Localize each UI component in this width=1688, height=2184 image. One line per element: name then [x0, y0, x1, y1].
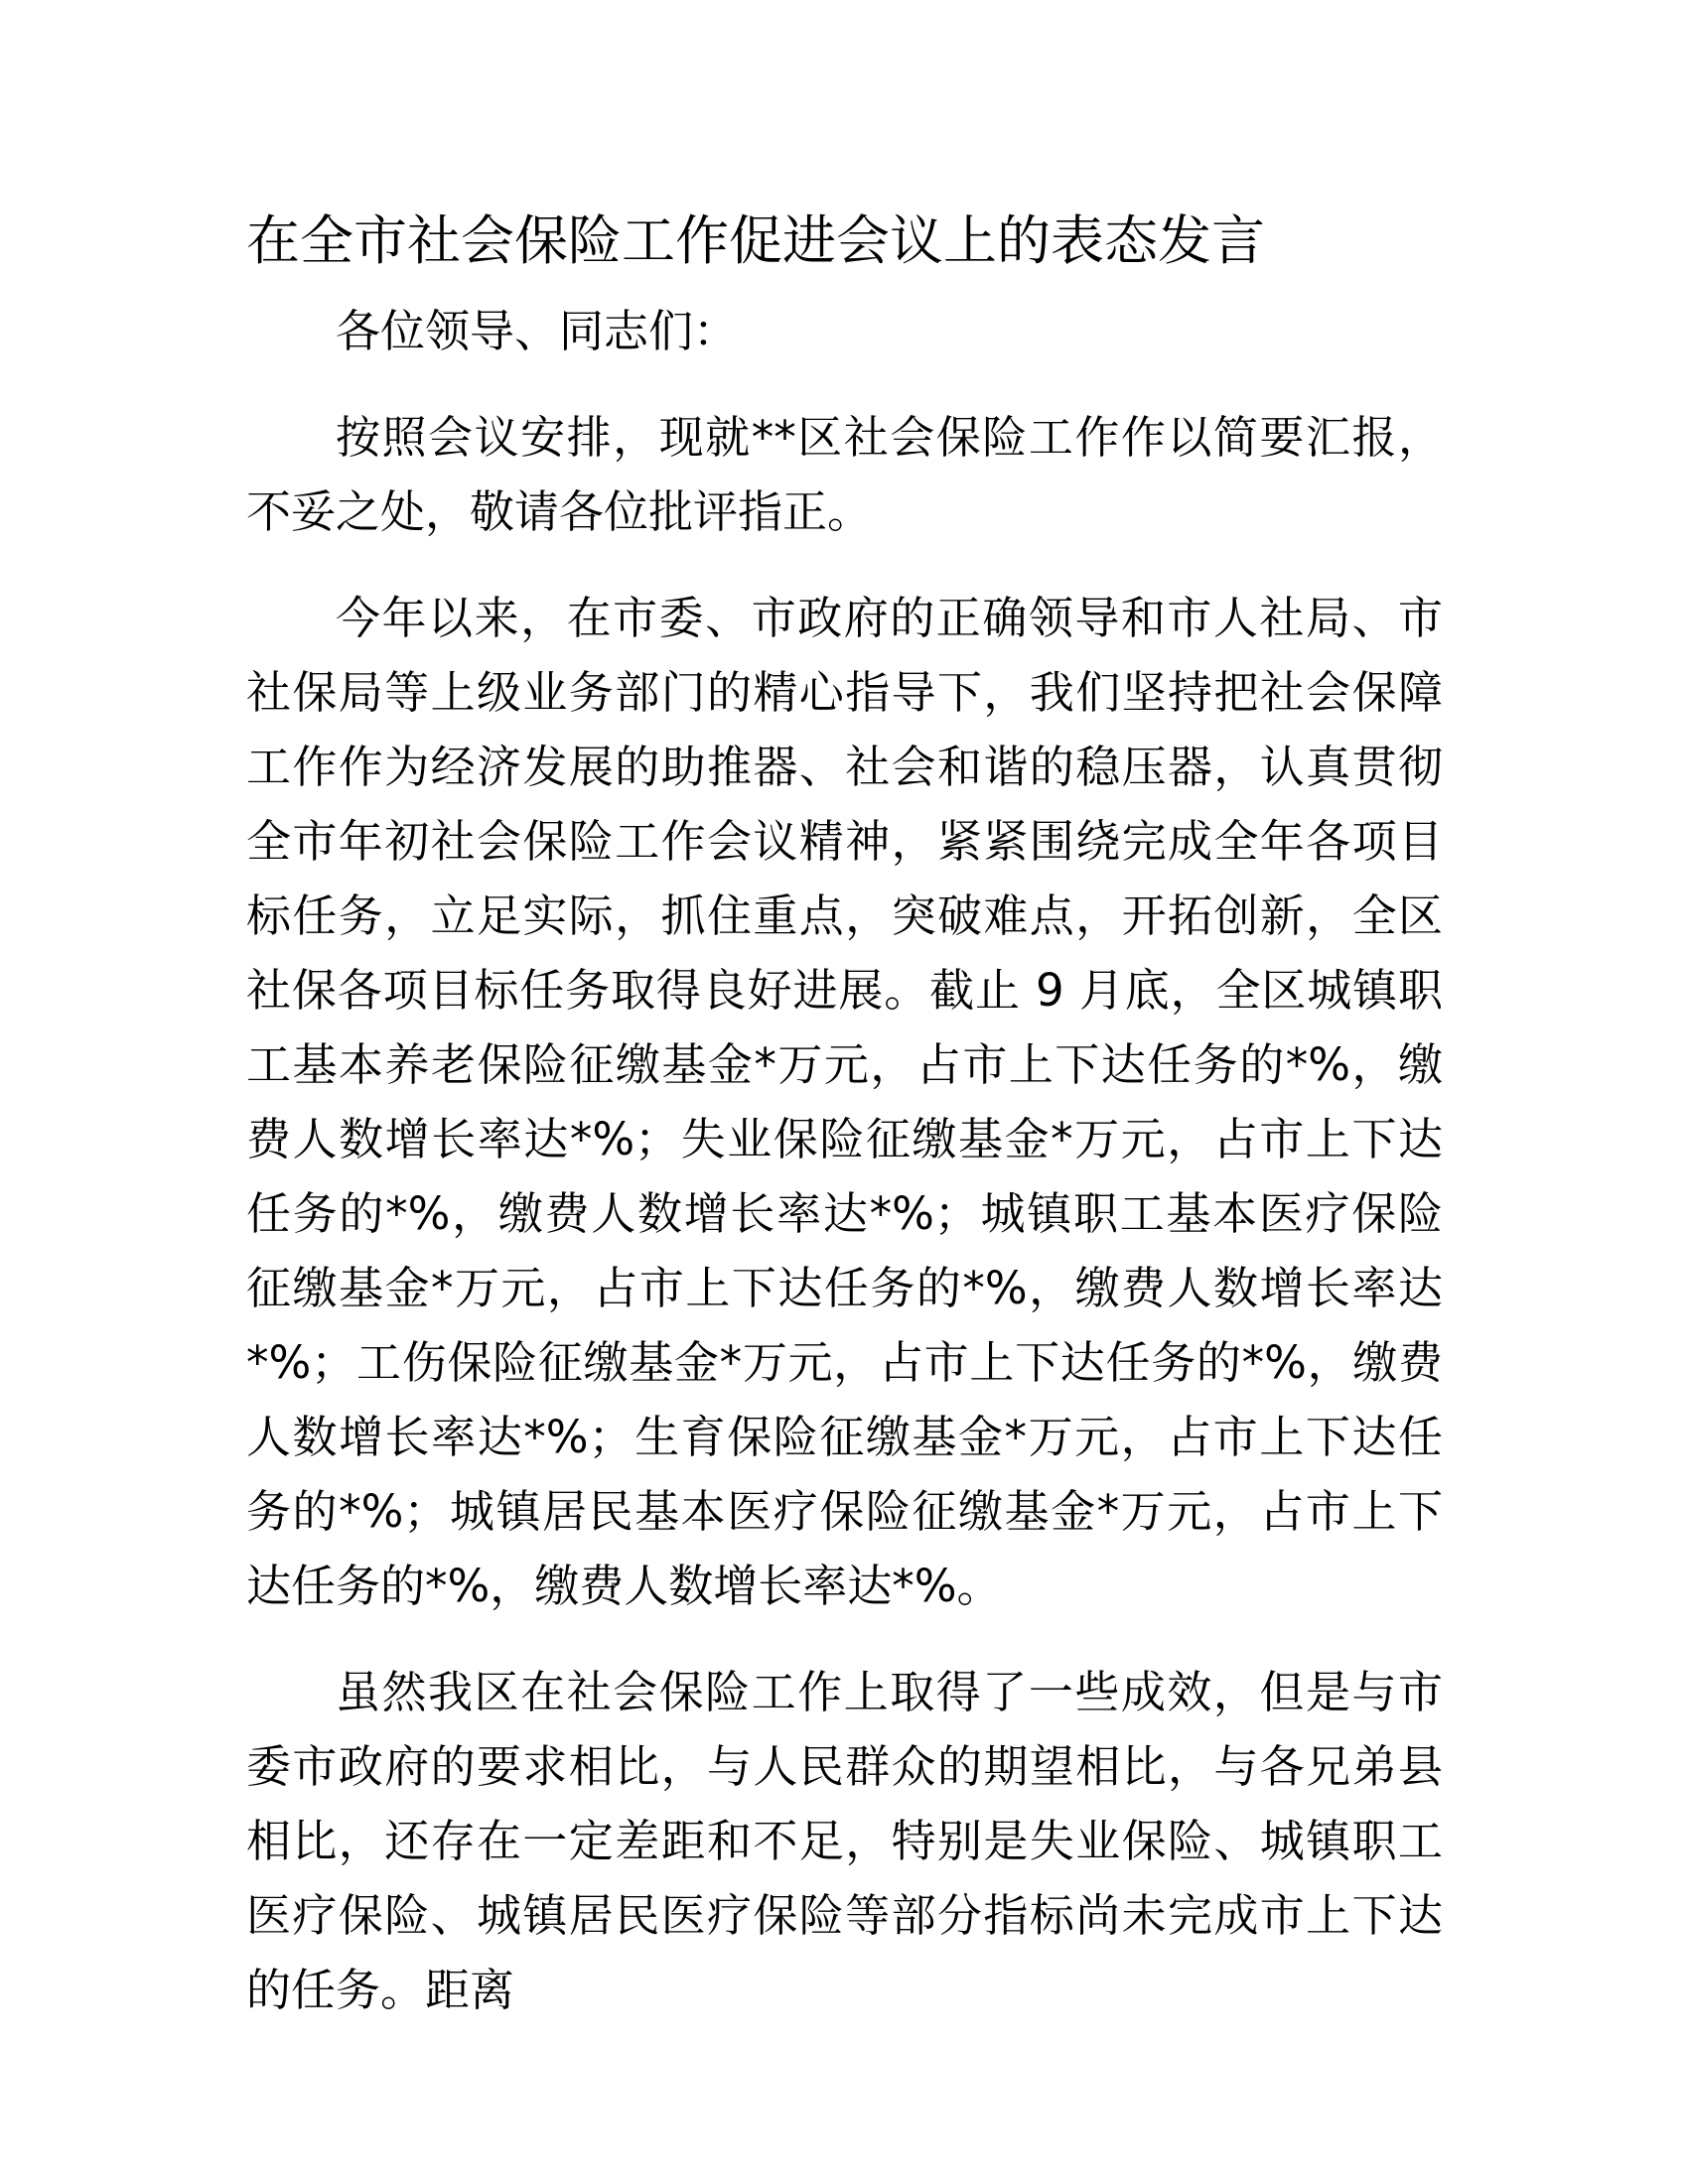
- paragraph-shortcomings: 虽然我区在社会保险工作上取得了一些成效，但是与市委市政府的要求相比，与人民群众的期望相比，与各兄弟县相比，还存在一定差距和不足，特别是失业保险、城镇职工医疗保险、城镇居民医疗保险等部分指标尚未完成市上下达的任务。距离: [246, 1666, 1443, 2016]
- salutation: 各位领导、同志们：: [336, 305, 739, 357]
- document-body: [246, 294, 1443, 2027]
- paragraph-achievements: 今年以来，在市委、市政府的正确领导和市人社局、市社保局等上级业务部门的精心指导下，我们坚持把社会保障工作作为经济发展的助推器、社会和谐的稳压器，认真贯彻全市年初社会保险工作会议精神，紧紧围绕完成全年各项目标任务，立足实际，抓住重点，突破难点，开拓创新，全区社保各项目标任务取得良好进展。截止 9 月底，全区城镇职工基本养老保险征缴基金*万元，占市上下达任务的*%，缴费人数增长率达*%；失业保险征缴基金*万元，占市上下达任务的*%，缴费人数增长率达*%；城镇职工基本医疗保险征缴基金*万元，占市上下达任务的*%，缴费人数增长率达*%；工伤保险征缴基金*万元，占市上下达任务的*%，缴费人数增长率达*%；生育保险征缴基金*万元，占市上下达任务的*%；城镇居民基本医疗保险征缴基金*万元，占市上下达任务的*%，缴费人数增长率达*%。: [246, 592, 1443, 1612]
- document-title: 在全市社会保险工作促进会议上的表态发言: [246, 209, 1265, 272]
- paragraph-intro: 按照会议安排，现就**区社会保险工作作以简要汇报，不妥之处，敬请各位批评指正。: [246, 411, 1443, 538]
